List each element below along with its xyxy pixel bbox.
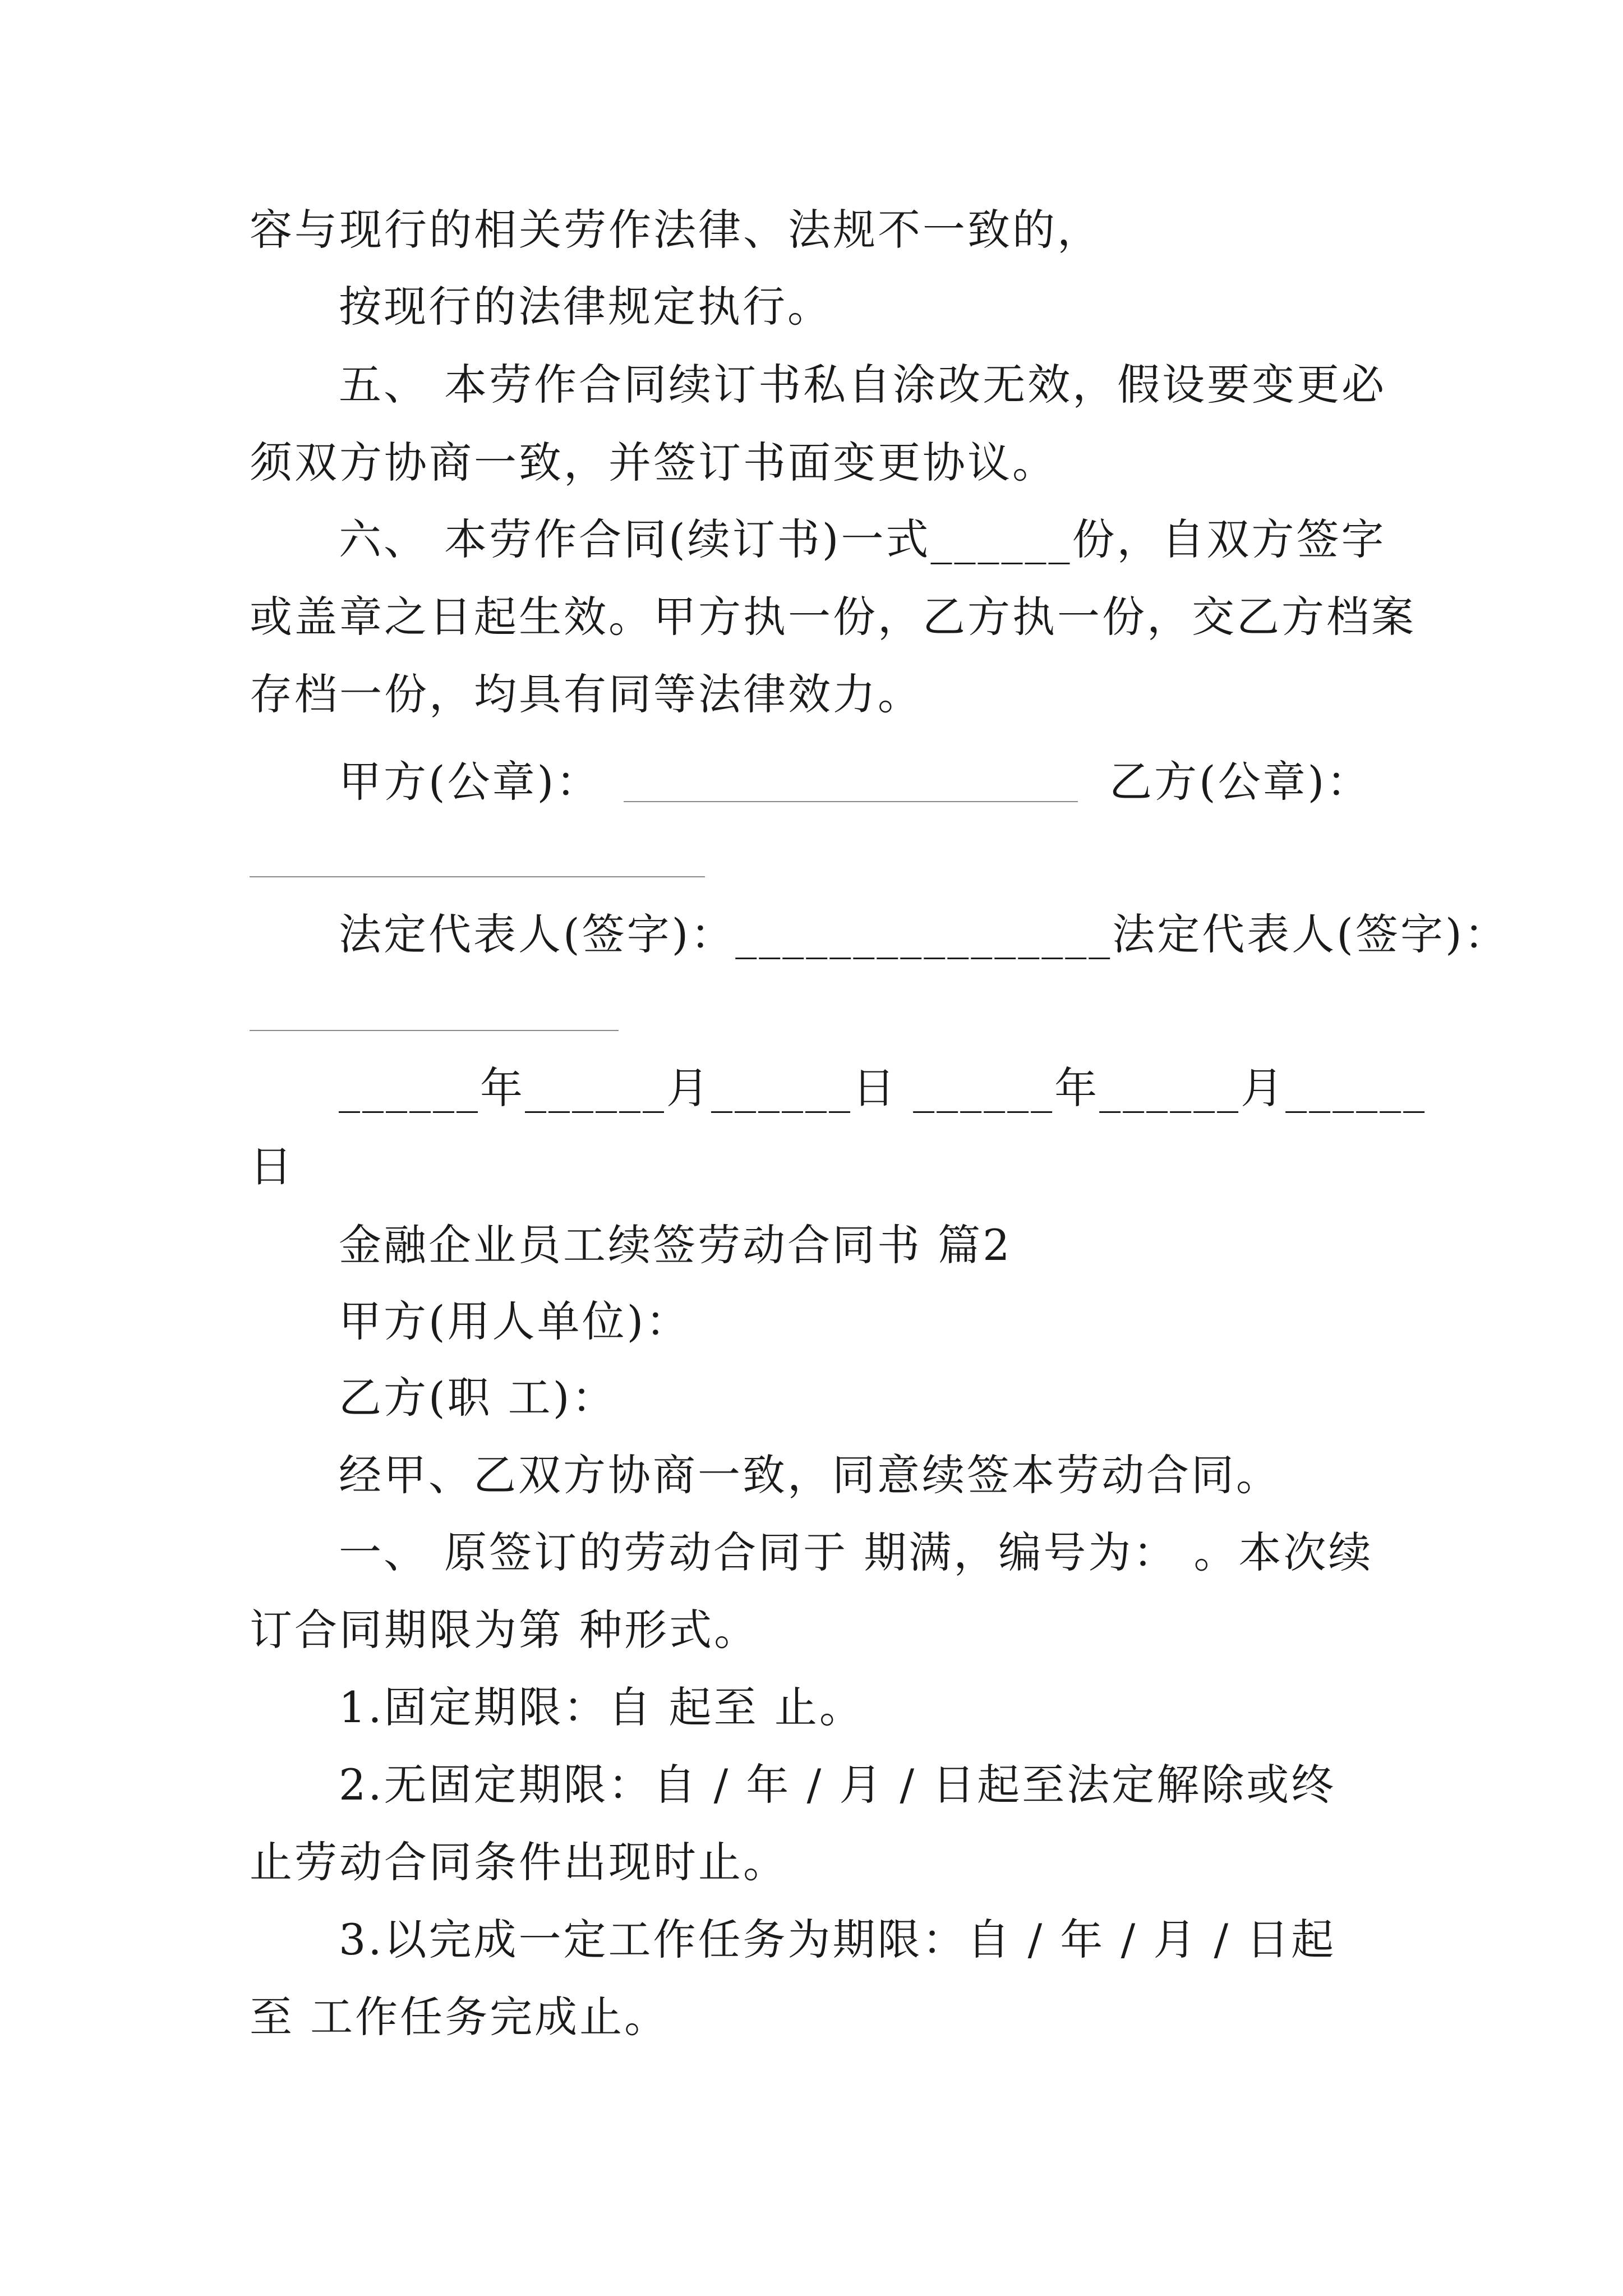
party-b-seal-blank bbox=[250, 876, 705, 877]
paragraph-line: 止劳动合同条件出现时止。 bbox=[250, 1837, 788, 1887]
list-item: 3.以完成一定工作任务为期限：自 / 年 / 月 / 日起 bbox=[339, 1915, 1336, 1964]
paragraph-line: 至 工作任务完成止。 bbox=[250, 1992, 670, 2042]
list-item: 1.固定期限：自 起至 止。 bbox=[339, 1682, 864, 1732]
paragraph-line: 经甲、乙双方协商一致，同意续签本劳动合同。 bbox=[339, 1450, 1281, 1500]
paragraph-line: 须双方协商一致，并签订书面变更协议。 bbox=[250, 438, 1057, 487]
list-item: 2.无固定期限：自 / 年 / 月 / 日起至法定解除或终 bbox=[339, 1760, 1336, 1810]
date-line: ______年______月______日 ______年______月______ bbox=[339, 1063, 1427, 1113]
paragraph-line: 订合同期限为第 种形式。 bbox=[250, 1605, 759, 1655]
legal-representative-b-blank bbox=[250, 1030, 619, 1031]
paragraph-line: 按现行的法律规定执行。 bbox=[339, 282, 832, 332]
party-a-employer-line: 甲方(用人单位)： bbox=[339, 1296, 691, 1346]
clause-five-line: 五、 本劳作合同续订书私自涂改无效，假设要变更必 bbox=[339, 360, 1387, 409]
paragraph-line: 或盖章之日起生效。甲方执一份，乙方执一份，交乙方档案 bbox=[250, 592, 1416, 642]
party-b-seal-label: 乙方(公章)： bbox=[1109, 757, 1372, 807]
party-a-seal-label: 甲方(公章)： bbox=[339, 757, 601, 807]
paragraph-line: 容与现行的相关劳作法律、法规不一致的， bbox=[250, 205, 1102, 255]
legal-representative-line: 法定代表人(签字)：________________法定代表人(签字)： bbox=[339, 909, 1509, 959]
date-line-end: 日 bbox=[250, 1142, 294, 1191]
clause-one-line: 一、 原签订的劳动合同于 期满，编号为： 。本次续 bbox=[339, 1527, 1373, 1577]
section-title: 金融企业员工续签劳动合同书 篇2 bbox=[339, 1220, 1012, 1270]
party-b-employee-line: 乙方(职 工)： bbox=[339, 1373, 617, 1423]
party-a-seal-blank bbox=[624, 801, 1078, 802]
paragraph-line: 存档一份，均具有同等法律效力。 bbox=[250, 669, 923, 719]
clause-six-line: 六、 本劳作合同(续订书)一式______份，自双方签字 bbox=[339, 514, 1386, 564]
